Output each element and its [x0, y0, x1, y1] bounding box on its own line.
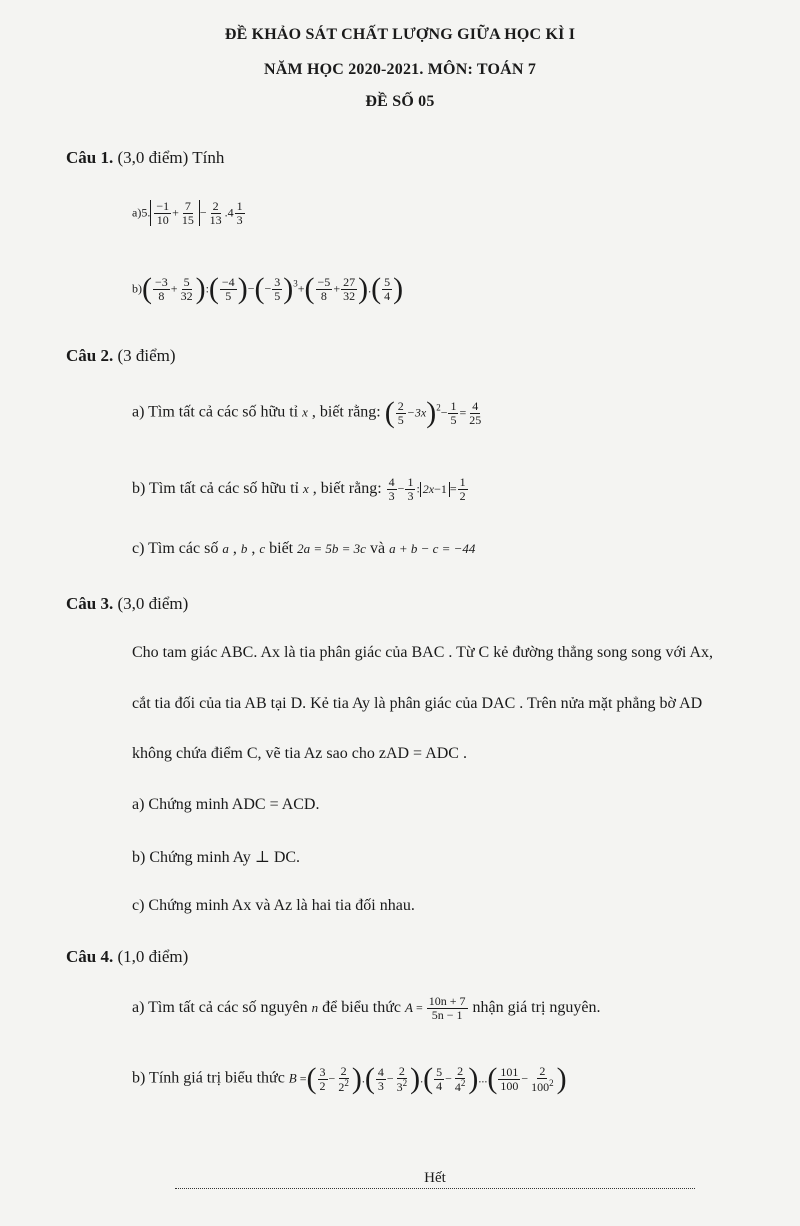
question-2b: b) Tìm tất cả các số hữu tỉ x , biết rằng: $\frac{4}{3}$ − $\frac{1}{3}$ : 2x−1 = $\frac{1}{2}$ [132, 475, 466, 503]
question-2-heading [66, 346, 176, 366]
question-2c-mid: biết [269, 540, 294, 557]
question-2a-text: a) Tìm tất cả các số hữu tỉ [132, 403, 299, 421]
question-3c: c) Chứng minh Ax và Az là hai tia đối nhau. [132, 897, 415, 914]
question-2-points: (3 điểm) [117, 346, 176, 365]
question-2a-tail: , biết rằng: [311, 403, 381, 421]
question-4a: a) Tìm tất cả các số nguyên n để biểu thức A = $\frac{10n + 7}{5n - 1}$ nhận giá trị nguyên. [132, 994, 601, 1022]
question-3b: b) Chứng minh Ay ⊥ DC. [132, 849, 301, 866]
question-4-heading [66, 947, 188, 967]
question-4-label: Câu 4. [66, 947, 114, 966]
question-1a-abs: $\frac{-1}{10}$ + $\frac{7}{15}$ [150, 200, 200, 226]
question-1b-prefix: b) [132, 281, 142, 296]
question-3-para2: cắt tia đối của tia AB tại D. Kẻ tia Ay là phân giác của DAC . Trên nửa mặt phẳng bờ AD [132, 695, 703, 712]
question-1-points: (3,0 điểm) Tính [117, 148, 225, 167]
school-year-subject: NĂM HỌC 2020-2021. MÔN: TOÁN 7 [263, 61, 537, 78]
question-4b: b) Tính giá trị biểu thức B =( $\frac{3}{2}$ − $\frac{2}{2^2}$ ).( $\frac{4}{3}$ − $\frac{2}{3^2}$ ).( $\frac{5}{4}$ − $\frac{2}{4^2}$ )...( $\frac{101}{100}$ − $\frac{2}{100^2}$ ) [132, 1062, 567, 1095]
footer-end [175, 1170, 695, 1187]
footer-dotted-line [175, 1188, 695, 1189]
question-4-points: (1,0 điểm) [117, 947, 189, 966]
question-4a-mid: để biểu thức [322, 998, 402, 1016]
question-2b-tail: , biết rằng: [312, 479, 382, 497]
question-2c: c) Tìm các số a , b , c biết 2a = 5b = 3c và a + b − c = −44 [132, 540, 476, 557]
question-3-heading [66, 594, 188, 614]
question-1a-prefix: a) [132, 205, 142, 220]
question-2c-text: c) Tìm các số [132, 540, 219, 557]
exam-number: ĐỀ SỐ 05 [365, 93, 435, 110]
exam-title: ĐỀ KHẢO SÁT CHẤT LƯỢNG GIỮA HỌC KÌ I [224, 26, 576, 43]
question-2a: a) Tìm tất cả các số hữu tỉ x , biết rằng: ( $\frac{2}{5}$ −3x)$^2$− $\frac{1}{5}$ = $\frac{4}{25}$ [132, 396, 482, 429]
question-1-heading [66, 148, 224, 168]
question-4a-text: a) Tìm tất cả các số nguyên [132, 998, 308, 1016]
question-3-para3: không chứa điểm C, vẽ tia Az sao cho zAD = ADC . [132, 745, 467, 762]
question-4b-text: b) Tính giá trị biểu thức [132, 1069, 285, 1087]
question-2c-eq2: a + b − c = −44 [389, 541, 476, 556]
question-1a: a)5. $\frac{-1}{10}$ + $\frac{7}{15}$ − $\frac{2}{13}$ .4 $\frac{1}{3}$ [132, 199, 243, 227]
question-2c-eq1: 2a = 5b = 3c [297, 541, 366, 556]
question-3a: a) Chứng minh ADC = ACD. [132, 796, 320, 813]
question-1-label: Câu 1. [66, 148, 114, 167]
question-3-label: Câu 3. [66, 594, 114, 613]
question-3-points: (3,0 điểm) [117, 594, 189, 613]
question-3-para1: Cho tam giác ABC. Ax là tia phân giác của BAC . Từ C kẻ đường thẳng song song với Ax, [132, 644, 714, 661]
question-1b: b)( $\frac{-3}{8}$ + $\frac{5}{32}$ ):( $\frac{-4}{5}$ )−(− $\frac{3}{5}$ )$^3$+( $\frac{-5}{8}$ + $\frac{27}{32}$ ).( $\frac{5}{4}$ ) [132, 272, 404, 305]
question-4a-tail: nhận giá trị nguyên. [472, 998, 601, 1016]
footer-end-text: Hết [420, 1170, 450, 1186]
question-2c-and: và [369, 540, 386, 557]
question-2b-text: b) Tìm tất cả các số hữu tỉ [132, 479, 299, 497]
question-2-label: Câu 2. [66, 346, 114, 365]
